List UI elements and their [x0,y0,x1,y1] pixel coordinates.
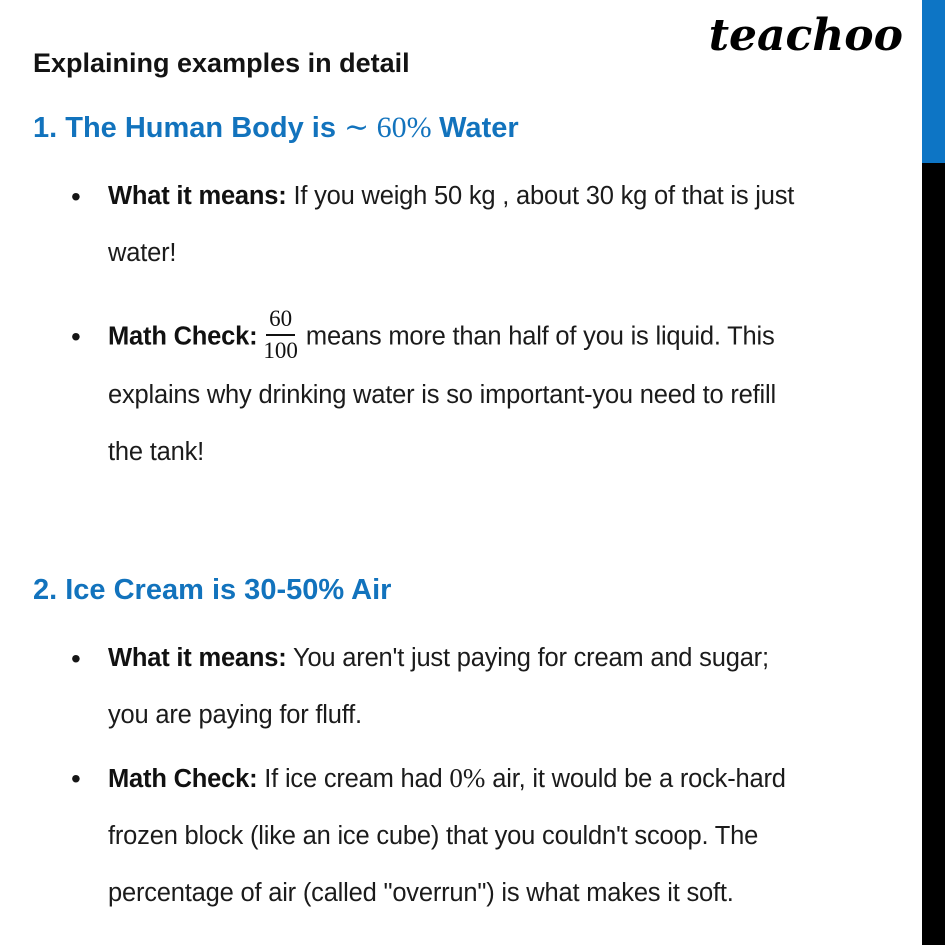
bullet-text: the tank! [108,438,205,467]
rail-blue-segment [922,0,945,163]
section-1-bullet-list [33,168,917,481]
bullet-text: water! [108,239,177,267]
fraction-denominator: 100 [263,337,298,363]
section-2-heading-text: 2. Ice Cream is 30-50% Air [33,574,392,607]
section-1-heading-pre: 1. The Human Body is [33,112,344,144]
bullet-label: What it means: [108,644,287,673]
bullet-text: explains why drinking water is so important-you need to refill [108,381,776,410]
bullet-text: frozen block (like an ice cube) that you couldn't scoop. The [108,822,759,851]
list-item [33,168,917,282]
teachoo-logo: teachoo [708,10,903,61]
page-title: Explaining examples in detail [33,48,410,78]
math-zero-percent: 0% [449,763,486,794]
bullet-line [108,367,917,424]
list-item [33,308,917,481]
fraction-numerator: 60 [266,305,295,336]
section-2-bullet-list [33,630,917,922]
bullet-text: percentage of air (called "overrun") is what makes it soft. [108,879,734,908]
bullet-text: air, it would be a rock-hard [485,765,786,794]
list-item [33,750,917,922]
bullet-text: means more than half of you is liquid. This [305,322,775,351]
bullet-line [108,865,917,922]
right-edge-rail [922,0,945,945]
section-2-heading [33,573,917,608]
list-item [33,630,917,744]
bullet-line [108,308,917,367]
document-body [33,48,917,922]
bullet-label: Math Check: [108,765,258,794]
bullet-label: What it means: [108,182,287,210]
bullet-line [108,750,917,808]
section-1-heading [33,110,917,146]
bullet-icon: • [71,763,81,795]
bullet-line [108,424,917,481]
bullet-label: Math Check: [108,322,258,351]
section-1-heading-post: Water [439,112,519,144]
bullet-line [108,168,917,225]
bullet-line [108,630,917,687]
bullet-line [108,225,917,282]
bullet-line [108,687,917,744]
bullet-text: If ice cream had [257,765,450,794]
bullet-icon: • [71,321,81,352]
bullet-icon: • [71,643,81,675]
bullet-text: If you weigh 50 kg , about 30 kg of that is just [286,182,795,210]
bullet-text: you are paying for fluff. [108,701,362,730]
fraction-60-over-100 [263,305,298,364]
bullet-text: You aren't just paying for cream and sugar; [286,644,769,673]
bullet-icon: • [71,181,81,212]
bullet-line [108,808,917,865]
section-1-heading-math: ∼ 60% [344,111,440,144]
